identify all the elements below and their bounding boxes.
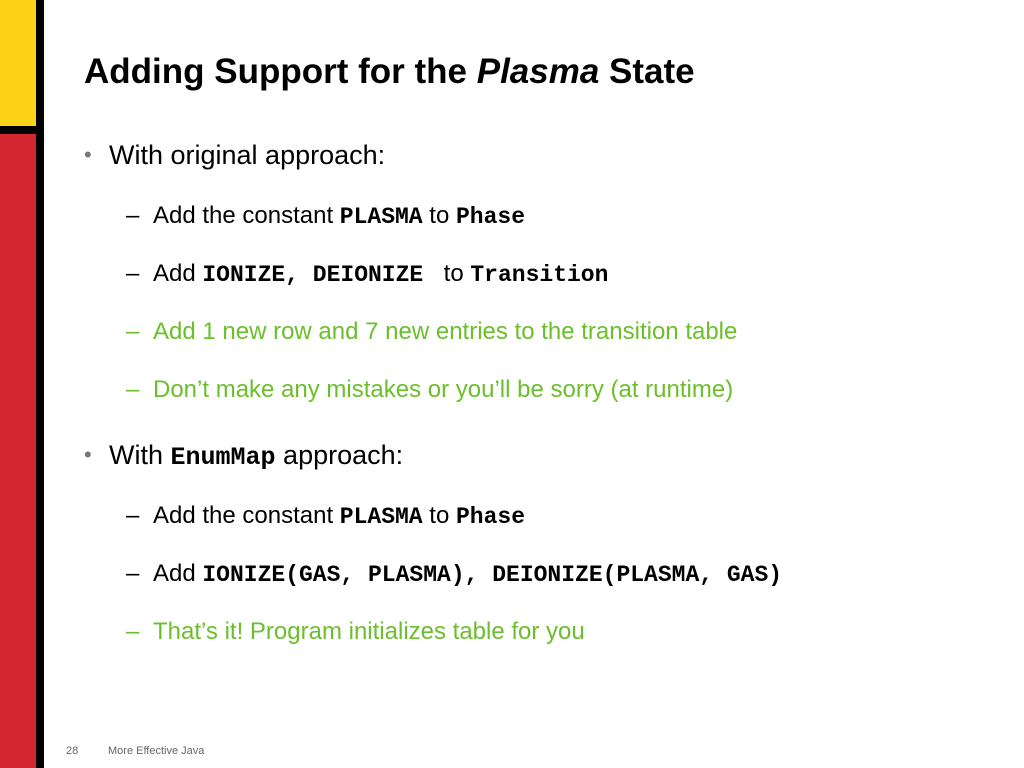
sub-bullet-add-transitions-2 — [84, 557, 1004, 591]
text-fragment: Add — [153, 260, 203, 287]
dash-icon: – — [126, 260, 140, 287]
code-fragment: IONIZE(GAS, PLASMA), DEIONIZE(PLASMA, GAS) — [202, 562, 783, 588]
dash-icon: – — [126, 618, 140, 645]
sub-bullet-add-constant — [84, 199, 1004, 233]
text-fragment: Add — [153, 560, 203, 587]
dash-icon: – — [126, 376, 140, 403]
code-fragment: Phase — [455, 504, 525, 530]
bullet-original-approach — [84, 135, 1004, 175]
slide-footer — [66, 745, 204, 757]
text-fragment: Add the constant — [153, 202, 340, 229]
sub-bullet-mistakes-warning — [84, 373, 1004, 407]
text-fragment: Add 1 new row and 7 new entries to the transition table — [153, 318, 738, 345]
title-suffix: State — [599, 52, 695, 91]
vertical-rule — [36, 0, 44, 768]
dash-icon: – — [126, 502, 140, 529]
code-fragment: IONIZE, DEIONIZE — [202, 262, 438, 288]
text-fragment: to — [437, 260, 471, 287]
sub-bullet-add-row — [84, 315, 1004, 349]
slide-body — [84, 135, 1004, 649]
footer-label: More Effective Java — [108, 745, 205, 757]
dash-icon: – — [126, 560, 140, 587]
text-fragment: to — [422, 202, 456, 229]
sub-bullet-add-transitions — [84, 257, 1004, 291]
bullet-text: With original approach: — [109, 140, 386, 170]
text-fragment: to — [422, 502, 456, 529]
dash-icon: – — [126, 202, 140, 229]
sub-bullet-add-constant-2 — [84, 499, 1004, 533]
title-emphasis: Plasma — [476, 52, 600, 91]
code-fragment: PLASMA — [339, 504, 423, 530]
red-accent-bar — [0, 134, 36, 768]
text-fragment: Don’t make any mistakes or you’ll be sorry (at runtime) — [153, 376, 734, 403]
text-fragment: approach: — [275, 440, 404, 470]
text-fragment: Add the constant — [153, 502, 340, 529]
title-prefix: Adding Support for the — [84, 52, 477, 91]
code-fragment: EnumMap — [170, 443, 276, 472]
code-fragment: Phase — [455, 204, 525, 230]
code-fragment: PLASMA — [339, 204, 423, 230]
code-fragment: Transition — [470, 262, 609, 288]
slide-title — [84, 52, 695, 92]
text-fragment: With — [109, 440, 171, 470]
yellow-accent-bar — [0, 0, 36, 126]
page-number: 28 — [66, 745, 79, 757]
bullet-dot-icon: • — [84, 142, 92, 167]
sub-bullet-thats-it — [84, 615, 1004, 649]
text-fragment: That’s it! Program initializes table for you — [153, 618, 585, 645]
bullet-dot-icon: • — [84, 442, 92, 467]
dash-icon: – — [126, 318, 140, 345]
bullet-enummap-approach — [84, 435, 1004, 475]
